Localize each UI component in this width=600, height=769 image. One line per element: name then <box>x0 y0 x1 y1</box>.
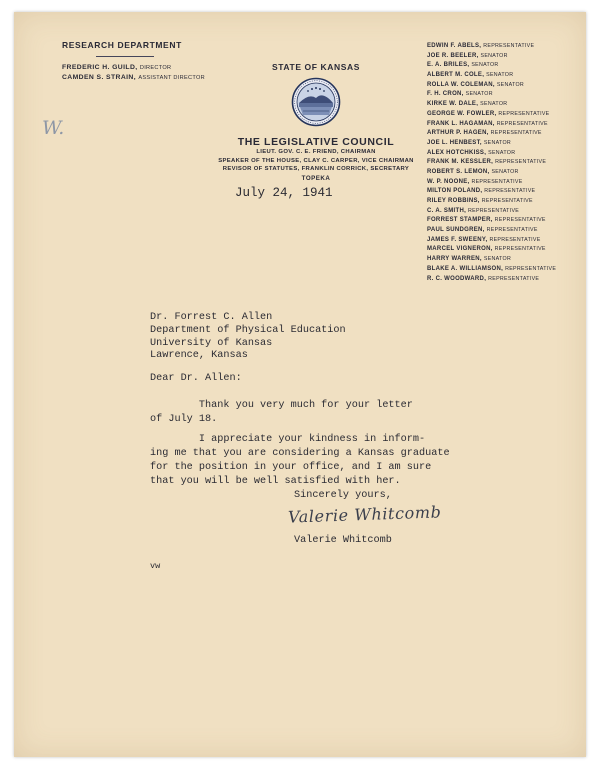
council-member: GEORGE W. FOWLER, REPRESENTATIVE <box>427 110 550 117</box>
council-member: F. H. CRON, SENATOR <box>427 91 493 98</box>
body-paragraph-1 <box>150 399 413 427</box>
letter-date: July 24, 1941 <box>235 186 333 200</box>
council-member: R. C. WOODWARD, REPRESENTATIVE <box>427 275 540 282</box>
council-member: HARRY WARREN, SENATOR <box>427 256 512 263</box>
council-member: ALEX HOTCHKISS, SENATOR <box>427 149 516 156</box>
council-member: C. A. SMITH, REPRESENTATIVE <box>427 207 520 214</box>
text-line: ing me that you are considering a Kansas graduate <box>150 448 450 459</box>
state-heading: STATE OF KANSAS <box>271 62 361 72</box>
council-member: E. A. BRILES, SENATOR <box>427 62 499 69</box>
council-member: FRANK M. KESSLER, REPRESENTATIVE <box>427 159 547 166</box>
council-member: FORREST STAMPER, REPRESENTATIVE <box>427 217 546 224</box>
council-member: BLAKE A. WILLIAMSON, REPRESENTATIVE <box>427 265 557 272</box>
handwritten-file-mark: W. <box>42 117 65 139</box>
council-member: MARCEL VIGNERON, REPRESENTATIVE <box>427 246 546 253</box>
council-member: ARTHUR P. HAGEN, REPRESENTATIVE <box>427 130 542 137</box>
handwritten-signature: Valerie Whitcomb <box>287 502 442 527</box>
divider <box>96 56 154 57</box>
kansas-state-seal-icon <box>291 77 341 127</box>
council-member: MILTON POLAND, REPRESENTATIVE <box>427 188 536 195</box>
department-heading: RESEARCH DEPARTMENT <box>62 40 182 50</box>
officer-line: REVISOR OF STATUTES, FRANKLIN CORRICK, SECRETARY <box>222 166 410 173</box>
council-member: W. P. NOONE, REPRESENTATIVE <box>427 178 523 185</box>
council-member: ROBERT S. LEMON, SENATOR <box>427 168 519 175</box>
address-line: Dr. Forrest C. Allen <box>150 312 273 323</box>
council-member: RILEY ROBBINS, REPRESENTATIVE <box>427 198 533 204</box>
body-paragraph-2 <box>150 433 450 489</box>
city-label: TOPEKA <box>301 174 331 182</box>
address-line: University of Kansas <box>150 337 273 349</box>
council-title: THE LEGISLATIVE COUNCIL <box>237 136 395 148</box>
staff-line: CAMDEN S. STRAIN, ASSISTANT DIRECTOR <box>62 74 205 81</box>
officer-line: LIEUT. GOV. C. E. FRIEND, CHAIRMAN <box>256 149 376 155</box>
text-line: Thank you very much for your letter <box>150 400 413 411</box>
officer-line: SPEAKER OF THE HOUSE, CLAY C. CARPER, VICE CHAIRMAN <box>218 157 414 164</box>
text-line: I appreciate your kindness in inform- <box>150 434 426 445</box>
council-member: JOE R. BEELER, SENATOR <box>427 52 508 59</box>
council-member: FRANK L. HAGAMAN, REPRESENTATIVE <box>427 120 548 127</box>
closing: Sincerely yours, <box>294 490 392 501</box>
council-member: JAMES F. SWEENY, REPRESENTATIVE <box>427 236 541 243</box>
salutation: Dear Dr. Allen: <box>150 373 242 384</box>
council-member: JOE L. HENBEST, SENATOR <box>427 139 512 146</box>
council-members-list <box>427 42 556 284</box>
address-line: Lawrence, Kansas <box>150 350 248 362</box>
address-line: Department of Physical Education <box>150 324 346 336</box>
council-heading-block <box>184 62 448 183</box>
council-member: PAUL SUNDGREN, REPRESENTATIVE <box>427 227 538 234</box>
council-member: ALBERT M. COLE, SENATOR <box>427 72 514 79</box>
text-line: of July 18. <box>150 414 218 425</box>
recipient-address <box>150 312 346 363</box>
signer-name: Valerie Whitcomb <box>294 535 392 546</box>
letter-page <box>14 12 586 757</box>
typist-initials: vw <box>150 561 161 571</box>
staff-line: FREDERIC H. GUILD, DIRECTOR <box>62 64 172 71</box>
council-member: KIRKE W. DALE, SENATOR <box>427 101 508 108</box>
council-member: EDWIN F. ABELS, REPRESENTATIVE <box>427 43 535 49</box>
council-member: ROLLA W. COLEMAN, SENATOR <box>427 81 525 88</box>
text-line: that you will be well satisfied with her. <box>150 476 401 487</box>
text-line: for the position in your office, and I am sure <box>150 462 432 473</box>
